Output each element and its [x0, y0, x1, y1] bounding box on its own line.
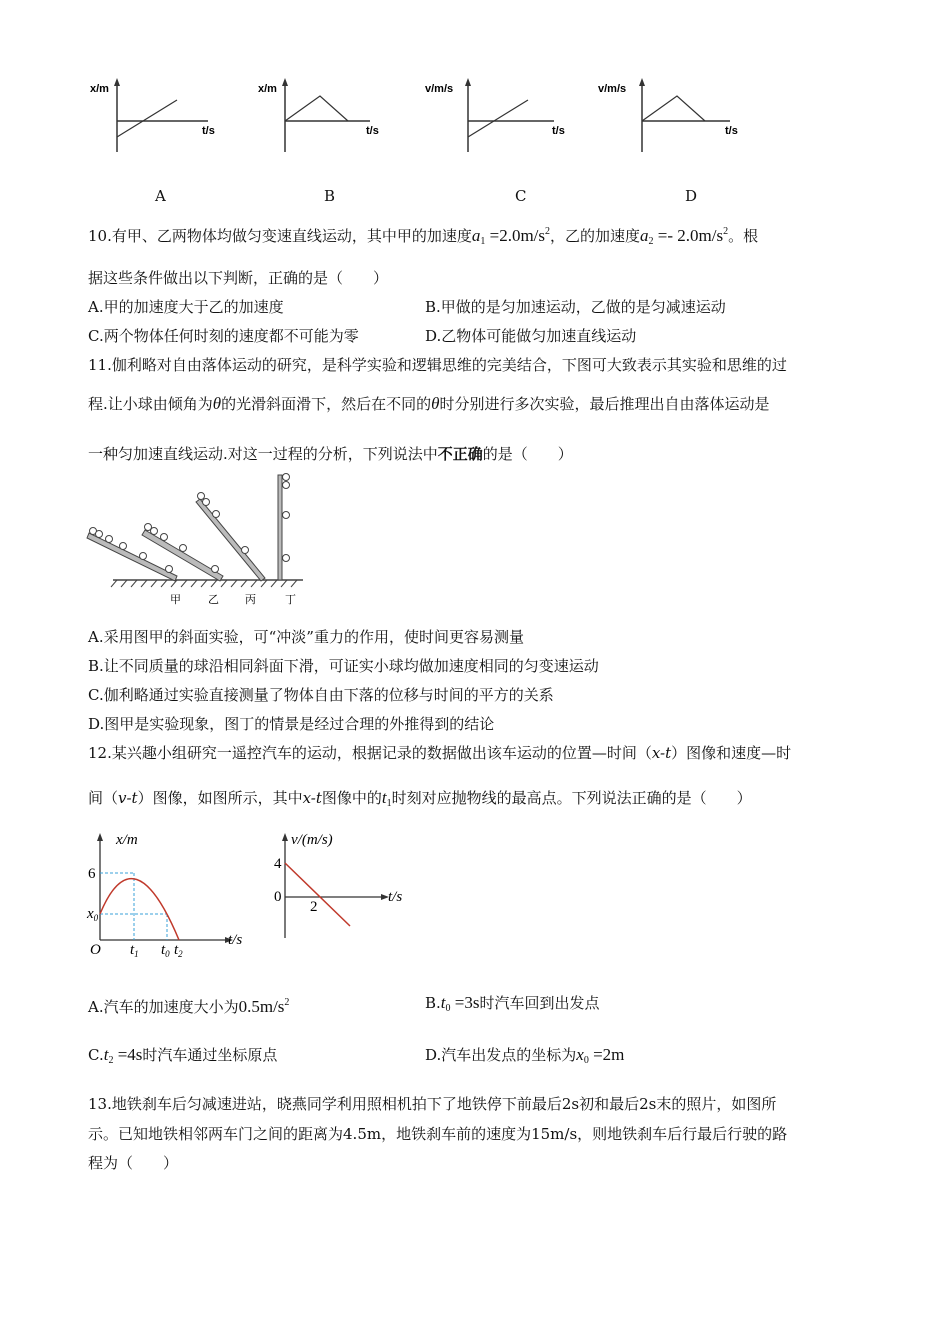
galileo-figure	[85, 470, 310, 610]
graph-b-x-label: t/s	[366, 125, 379, 137]
graph-d	[598, 78, 738, 152]
q11-option-a: A.采用图甲的斜面实验，可“冲淡”重力的作用，使时间更容易测量	[88, 628, 524, 646]
xt-x-label: t/s	[228, 932, 243, 948]
graph-a-y-label: x/m	[90, 83, 109, 95]
xt-y-tick-x0: $x_0$	[87, 906, 99, 923]
xt-t0: $t_0$	[161, 942, 170, 959]
graph-b-y-label: x/m	[258, 83, 277, 95]
galileo-label-jia: 甲	[170, 594, 181, 606]
xt-graph	[85, 828, 255, 963]
q11-stem-line1: 11.伽利略对自由落体运动的研究，是科学实验和逻辑思维的完美结合，下图可大致表示其实验和思维的过	[88, 356, 787, 374]
q12-option-b: $B.t_0 =3s$时汽车回到出发点	[425, 993, 600, 1014]
graph-c-letter: C	[515, 187, 527, 205]
xt-y-tick-6: 6	[88, 866, 96, 882]
vt-x-label: t/s	[388, 889, 403, 905]
q13-stem-line1: 13.地铁刹车后匀减速进站，晓燕同学利用照相机拍下了地铁停下前最后2s初和最后2s末的照片，如图所	[88, 1095, 777, 1113]
top-graphs	[80, 70, 760, 170]
q10-option-d: D.乙物体可能做匀加速直线运动	[425, 327, 637, 345]
vt-graph	[268, 828, 418, 943]
q10-stem-line1: 10.有甲、乙两物体均做匀变速直线运动，其中甲的加速度$a_1 =2.0m/s^2$，乙的加速度$a_2 =- 2.0m/s^2$。根	[88, 226, 759, 247]
q12-stem-line1: 12.某兴趣小组研究一遥控汽车的运动，根据记录的数据做出该车运动的位置—时间（x-t）图像和速度—时	[88, 744, 792, 762]
graph-c-y-label: v/m/s	[425, 83, 454, 95]
graph-b	[258, 78, 379, 152]
galileo-label-ding: 丁	[285, 594, 296, 606]
q10-option-c: C.两个物体任何时刻的速度都不可能为零	[88, 327, 359, 345]
vt-y-tick-4: 4	[274, 856, 282, 872]
q11-option-c: C.伽利略通过实验直接测量了物体自由下落的位移与时间的平方的关系	[88, 686, 554, 704]
graph-d-letter: D	[685, 187, 698, 205]
q13-stem-line3: 程为（ ）	[88, 1154, 179, 1172]
xt-t1: $t_1$	[130, 942, 139, 959]
galileo-label-bing: 丙	[245, 594, 256, 606]
graph-a-x-label: t/s	[202, 125, 215, 137]
vt-y-label: v/(m/s)	[291, 832, 333, 848]
galileo-label-yi: 乙	[208, 594, 219, 606]
q10-option-b: B.甲做的是匀加速运动，乙做的是匀减速运动	[425, 298, 726, 316]
graph-a-letter: A	[155, 187, 166, 205]
q11-stem-line2: 程.让小球由倾角为θ的光滑斜面滑下，然后在不同的θ时分别进行多次实验，最后推理出自由落体运动是	[88, 394, 770, 413]
xt-origin: O	[90, 942, 101, 958]
q13-stem-line2: 示。已知地铁相邻两车门之间的距离为4.5m，地铁刹车前的速度为15m/s，则地铁刹车后行最后行驶的路	[88, 1125, 788, 1143]
q12-stem-line2: 间（v-t）图像，如图所示，其中x-t图像中的$t_1$时刻对应抛物线的最高点。下列说法正确的是（ ）	[88, 788, 752, 809]
graph-d-x-label: t/s	[725, 125, 738, 137]
graph-b-letter: B	[324, 187, 336, 205]
xt-y-label: x/m	[116, 832, 138, 848]
q12-option-c: $C.t_2 =4s$时汽车通过坐标原点	[88, 1045, 278, 1066]
q10-option-a: A.甲的加速度大于乙的加速度	[88, 298, 284, 316]
q11-option-d: D.图甲是实验现象，图丁的情景是经过合理的外推得到的结论	[88, 715, 495, 733]
vt-x-tick-2: 2	[310, 899, 318, 915]
q12-option-a: A.汽车的加速度大小为$0.5m/s^2$	[88, 997, 290, 1016]
q11-stem-line3: 一种匀加速直线运动.对这一过程的分析，下列说法中不正确的是（ ）	[88, 445, 573, 463]
graph-c-x-label: t/s	[552, 125, 565, 137]
graph-c	[425, 78, 565, 152]
q11-option-b: B.让不同质量的球沿相同斜面下滑，可证实小球均做加速度相同的匀变速运动	[88, 657, 599, 675]
vt-y-tick-0: 0	[274, 889, 282, 905]
graph-a	[90, 78, 215, 152]
graph-d-y-label: v/m/s	[598, 83, 627, 95]
q10-stem-line2: 据这些条件做出以下判断，正确的是（ ）	[88, 269, 389, 287]
xt-t2: $t_2$	[174, 942, 183, 959]
q12-option-d: D.汽车出发点的坐标为$x_0 =2m$	[425, 1045, 625, 1066]
